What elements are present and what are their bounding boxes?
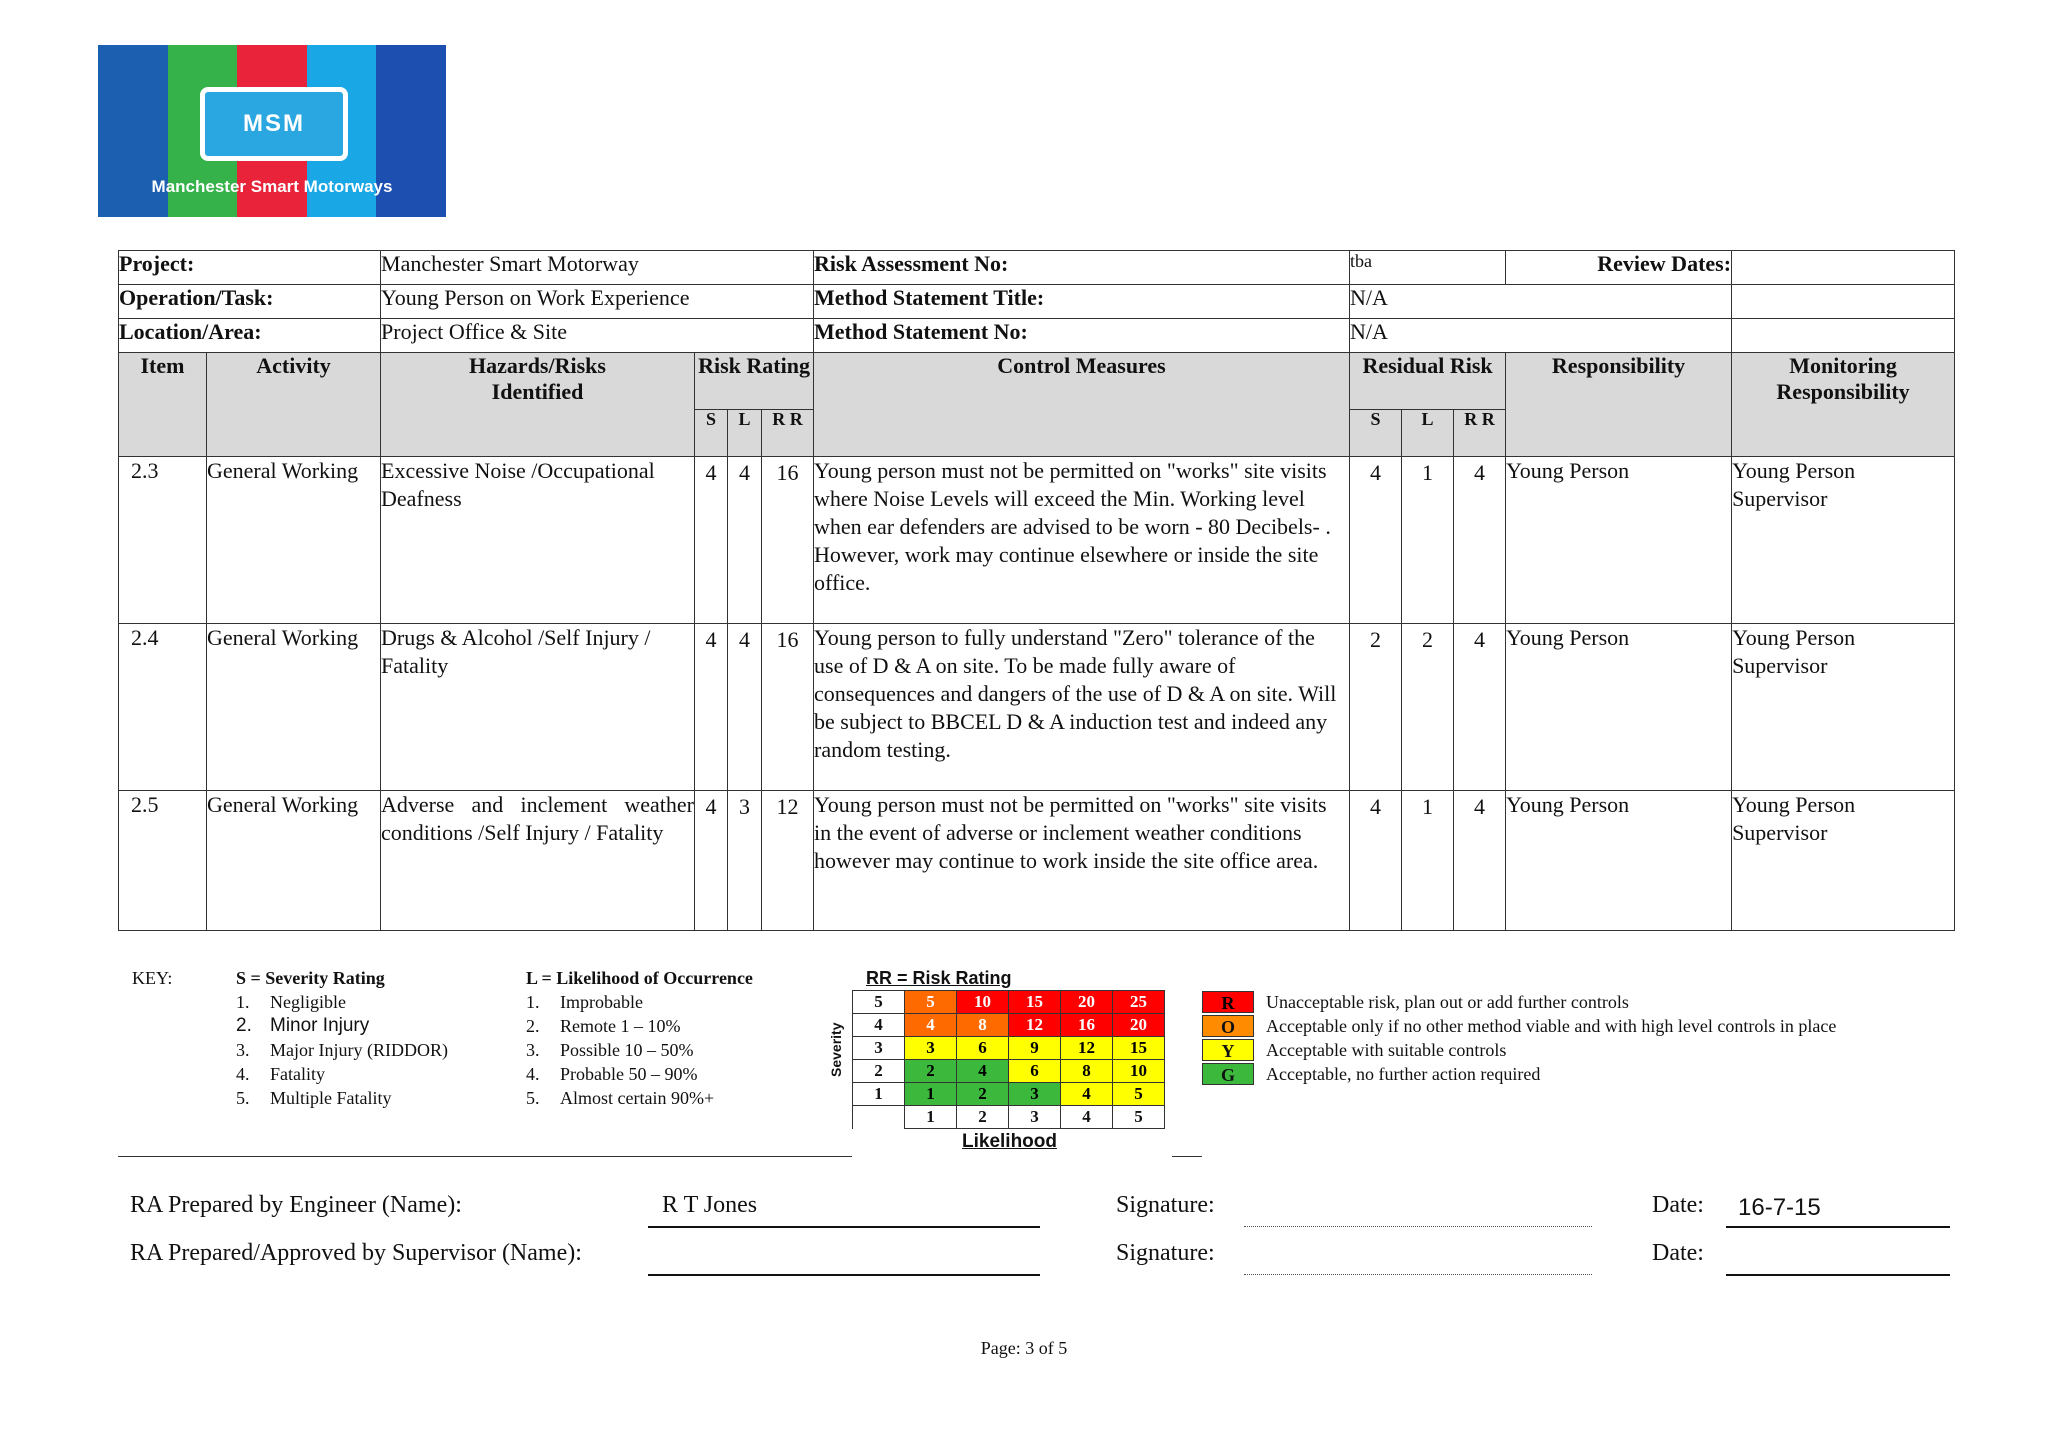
row-res-rr: 4 xyxy=(1454,791,1506,931)
row-rr: 12 xyxy=(762,791,814,931)
row-l: 4 xyxy=(728,457,762,624)
key-label: KEY: xyxy=(132,968,173,988)
legend-swatch: O xyxy=(1202,1015,1254,1037)
col-responsibility: Responsibility xyxy=(1506,353,1732,457)
list-item: 2. Minor Injury xyxy=(236,1015,370,1036)
supervisor-date-line xyxy=(1726,1274,1950,1276)
matrix-cell: 15 xyxy=(1009,991,1061,1014)
matrix-likelihood-label: 2 xyxy=(957,1106,1009,1129)
location-value: Project Office & Site xyxy=(381,319,814,353)
row-responsibility: Young Person xyxy=(1506,624,1732,791)
col-monitoring: Monitoring Responsibility xyxy=(1732,353,1955,457)
ms-title-label: Method Statement Title: xyxy=(814,285,1350,319)
engineer-signature-line xyxy=(1244,1226,1592,1227)
row-monitoring: Young Person Supervisor xyxy=(1732,457,1955,624)
row-item: 2.3 xyxy=(119,457,207,624)
col-res-l: L xyxy=(1402,410,1454,457)
matrix-cell: 25 xyxy=(1113,991,1165,1014)
list-item: 5. Multiple Fatality xyxy=(236,1088,392,1108)
supervisor-signature-line xyxy=(1244,1274,1592,1275)
list-item: 5. Almost certain 90%+ xyxy=(526,1088,715,1108)
matrix-severity-label: 2 xyxy=(853,1060,905,1083)
supervisor-name-line xyxy=(648,1274,1040,1276)
logo-badge: MSM xyxy=(200,87,348,161)
matrix-likelihood-label: 1 xyxy=(905,1106,957,1129)
row-res-s: 2 xyxy=(1350,624,1402,791)
row-s: 4 xyxy=(695,791,728,931)
list-item: 4. Fatality xyxy=(236,1064,325,1084)
legend-text: Acceptable, no further action required xyxy=(1266,1063,1541,1084)
legend-row xyxy=(1202,1038,1836,1062)
col-res-rr: R R xyxy=(1454,410,1506,457)
matrix-likelihood-label: 5 xyxy=(1113,1106,1165,1129)
supervisor-signature-label: Signature: xyxy=(1116,1240,1215,1266)
company-logo xyxy=(98,45,446,217)
matrix-severity-label: 4 xyxy=(853,1014,905,1037)
likelihood-axis-label: Likelihood xyxy=(962,1131,1057,1152)
col-rr: R R xyxy=(762,410,814,457)
matrix-severity-label: 3 xyxy=(853,1037,905,1060)
row-res-l: 1 xyxy=(1402,457,1454,624)
row-hazard: Drugs & Alcohol /Self Injury / Fatality xyxy=(381,624,695,791)
row-res-l: 2 xyxy=(1402,624,1454,791)
engineer-name-line xyxy=(648,1226,1040,1228)
risk-legend xyxy=(1202,990,1836,1086)
list-item: 3. Possible 10 – 50% xyxy=(526,1040,694,1060)
matrix-cell: 20 xyxy=(1113,1014,1165,1037)
col-activity: Activity xyxy=(207,353,381,457)
row-res-rr: 4 xyxy=(1454,624,1506,791)
matrix-cell: 3 xyxy=(1009,1083,1061,1106)
ms-title-value: N/A xyxy=(1350,285,1732,319)
review-dates-value xyxy=(1732,251,1955,285)
operation-value: Young Person on Work Experience xyxy=(381,285,814,319)
legend-swatch: G xyxy=(1202,1063,1254,1085)
risk-matrix xyxy=(852,990,1165,1129)
row-res-l: 1 xyxy=(1402,791,1454,931)
engineer-date-line xyxy=(1726,1226,1950,1228)
col-item: Item xyxy=(119,353,207,457)
row-item: 2.5 xyxy=(119,791,207,931)
row-activity: General Working xyxy=(207,457,381,624)
matrix-cell: 12 xyxy=(1061,1037,1113,1060)
row-control: Young person must not be permitted on "works" site visits in the event of adverse or inclement weather conditions however may continue to work inside the site office area. xyxy=(814,791,1350,931)
row-hazard: Excessive Noise /Occupational Deafness xyxy=(381,457,695,624)
table-row xyxy=(119,457,1955,624)
col-risk-rating: Risk Rating xyxy=(695,353,814,410)
matrix-cell: 5 xyxy=(1113,1083,1165,1106)
row-s: 4 xyxy=(695,624,728,791)
table-row xyxy=(119,624,1955,791)
row-responsibility: Young Person xyxy=(1506,457,1732,624)
col-res-s: S xyxy=(1350,410,1402,457)
matrix-cell: 1 xyxy=(905,1083,957,1106)
row-control: Young person to fully understand "Zero" tolerance of the use of D & A on site. To be made fully aware of consequences and dangers of the use of D & A on site. Will be subject to BBCEL D & A induction test and indeed any random testing. xyxy=(814,624,1350,791)
matrix-cell: 4 xyxy=(1061,1083,1113,1106)
row-item: 2.4 xyxy=(119,624,207,791)
page-number: Page: 3 of 5 xyxy=(980,1338,1068,1358)
col-s: S xyxy=(695,410,728,457)
list-item: 1. Improbable xyxy=(526,992,643,1012)
matrix-cell: 20 xyxy=(1061,991,1113,1014)
likelihood-title: L = Likelihood of Occurrence xyxy=(526,968,753,988)
row-res-rr: 4 xyxy=(1454,457,1506,624)
col-l: L xyxy=(728,410,762,457)
matrix-cell: 12 xyxy=(1009,1014,1061,1037)
project-label: Project: xyxy=(119,251,381,285)
row-s: 4 xyxy=(695,457,728,624)
matrix-cell: 3 xyxy=(905,1037,957,1060)
matrix-cell: 16 xyxy=(1061,1014,1113,1037)
matrix-likelihood-label: 3 xyxy=(1009,1106,1061,1129)
legend-swatch: Y xyxy=(1202,1039,1254,1061)
matrix-severity-label: 1 xyxy=(853,1083,905,1106)
matrix-likelihood-label: 4 xyxy=(1061,1106,1113,1129)
row-control: Young person must not be permitted on "works" site visits where Noise Levels will exceed the Min. Working level when ear defenders are advised to be worn - 80 Decibels- . However, work may continue elsewhere or inside the site office. xyxy=(814,457,1350,624)
row-monitoring: Young Person Supervisor xyxy=(1732,624,1955,791)
col-residual-risk: Residual Risk xyxy=(1350,353,1506,410)
legend-text: Acceptable with suitable controls xyxy=(1266,1039,1507,1060)
project-value: Manchester Smart Motorway xyxy=(381,251,814,285)
engineer-date-label: Date: xyxy=(1652,1192,1704,1218)
matrix-cell: 8 xyxy=(1061,1060,1113,1083)
legend-text: Acceptable only if no other method viable and with high level controls in place xyxy=(1266,1015,1837,1036)
ra-no-value: tba xyxy=(1350,251,1506,285)
divider xyxy=(1172,1156,1202,1157)
table-row xyxy=(119,791,1955,931)
matrix-cell: 2 xyxy=(905,1060,957,1083)
row-responsibility: Young Person xyxy=(1506,791,1732,931)
severity-key xyxy=(236,966,448,1110)
legend-text: Unacceptable risk, plan out or add further controls xyxy=(1266,991,1629,1012)
ms-no-value: N/A xyxy=(1350,319,1732,353)
list-item: 3. Major Injury (RIDDOR) xyxy=(236,1040,448,1060)
severity-axis-label: Severity xyxy=(828,1022,844,1078)
legend-swatch: R xyxy=(1202,991,1254,1013)
col-hazards: Hazards/Risks Identified xyxy=(381,353,695,457)
empty-cell xyxy=(1732,319,1955,353)
matrix-cell: 4 xyxy=(957,1060,1009,1083)
divider xyxy=(118,1156,852,1157)
matrix-cell: 2 xyxy=(957,1083,1009,1106)
logo-caption: Manchester Smart Motorways xyxy=(151,177,393,196)
ra-no-label: Risk Assessment No: xyxy=(814,251,1350,285)
col-control-measures: Control Measures xyxy=(814,353,1350,457)
matrix-cell: 6 xyxy=(1009,1060,1061,1083)
row-hazard: Adverse and inclement weather conditions /Self Injury / Fatality xyxy=(381,791,695,931)
row-l: 3 xyxy=(728,791,762,931)
row-res-s: 4 xyxy=(1350,457,1402,624)
location-label: Location/Area: xyxy=(119,319,381,353)
row-activity: General Working xyxy=(207,791,381,931)
matrix-cell: 10 xyxy=(957,991,1009,1014)
risk-assessment-table xyxy=(118,250,1955,931)
engineer-signature-label: Signature: xyxy=(1116,1192,1215,1218)
legend-row xyxy=(1202,1014,1836,1038)
supervisor-date-label: Date: xyxy=(1652,1240,1704,1266)
list-item: 2. Remote 1 – 10% xyxy=(526,1016,681,1036)
matrix-cell: 5 xyxy=(905,991,957,1014)
empty-cell xyxy=(1732,285,1955,319)
supervisor-label: RA Prepared/Approved by Supervisor (Name): xyxy=(130,1240,582,1266)
row-activity: General Working xyxy=(207,624,381,791)
ms-no-label: Method Statement No: xyxy=(814,319,1350,353)
row-monitoring: Young Person Supervisor xyxy=(1732,791,1955,931)
list-item: 4. Probable 50 – 90% xyxy=(526,1064,698,1084)
matrix-cell: 8 xyxy=(957,1014,1009,1037)
row-l: 4 xyxy=(728,624,762,791)
matrix-cell: 10 xyxy=(1113,1060,1165,1083)
review-dates-label: Review Dates: xyxy=(1506,251,1732,285)
legend-row xyxy=(1202,1062,1836,1086)
matrix-cell: 4 xyxy=(905,1014,957,1037)
engineer-label: RA Prepared by Engineer (Name): xyxy=(130,1192,462,1218)
likelihood-key xyxy=(526,966,753,1110)
row-res-s: 4 xyxy=(1350,791,1402,931)
matrix-cell: 15 xyxy=(1113,1037,1165,1060)
matrix-cell: 6 xyxy=(957,1037,1009,1060)
engineer-name: R T Jones xyxy=(662,1192,758,1218)
matrix-severity-label: 5 xyxy=(853,991,905,1014)
row-rr: 16 xyxy=(762,624,814,791)
operation-label: Operation/Task: xyxy=(119,285,381,319)
legend-row xyxy=(1202,990,1836,1014)
list-item: 1. Negligible xyxy=(236,992,346,1012)
matrix-corner xyxy=(853,1106,905,1129)
engineer-date-value: 16-7-15 xyxy=(1738,1194,1821,1221)
matrix-title: RR = Risk Rating xyxy=(866,968,1012,988)
severity-title: S = Severity Rating xyxy=(236,968,385,988)
matrix-cell: 9 xyxy=(1009,1037,1061,1060)
row-rr: 16 xyxy=(762,457,814,624)
